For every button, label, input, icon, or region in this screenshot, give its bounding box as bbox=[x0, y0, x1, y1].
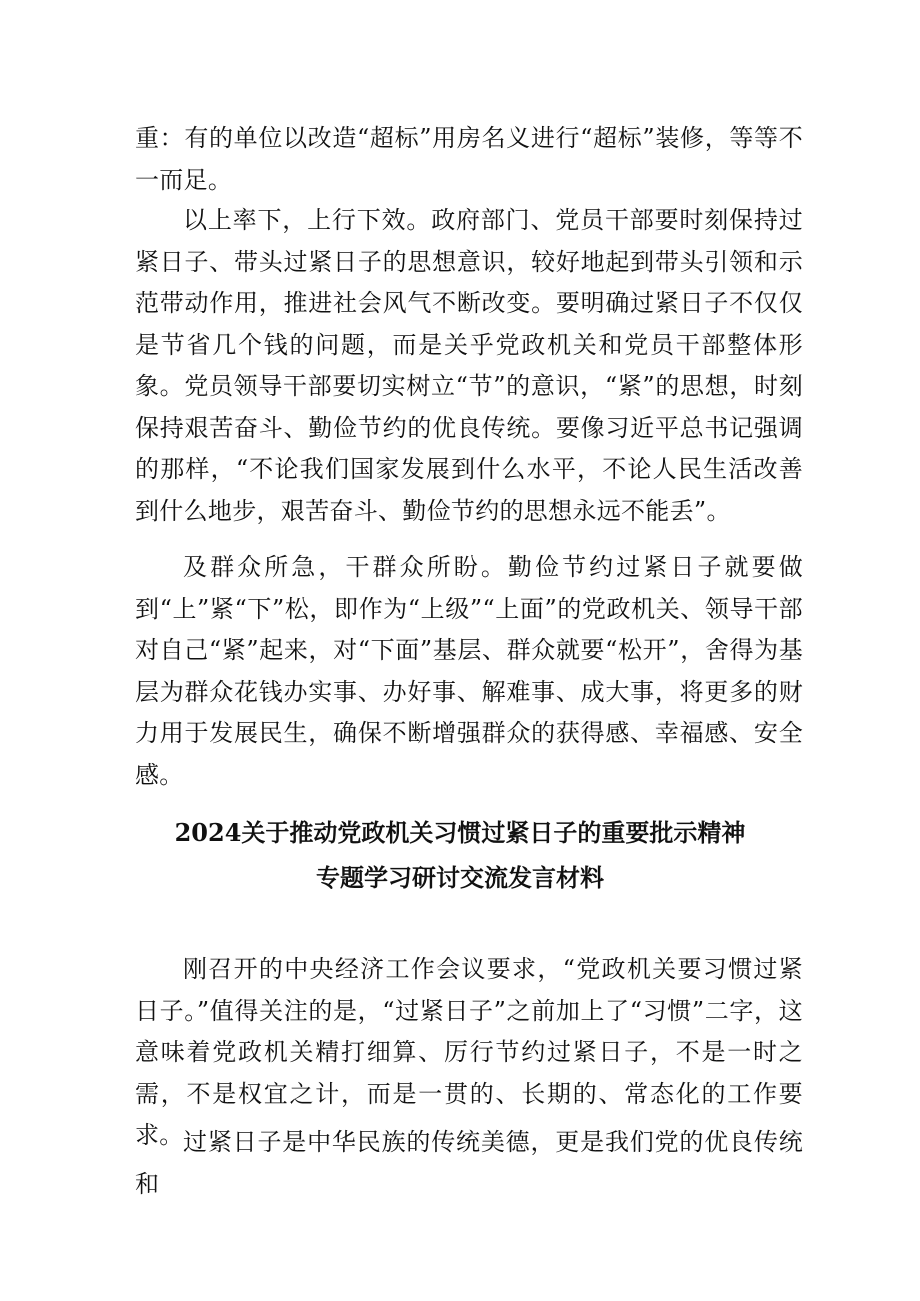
paragraph-traditional-virtue: 过紧日子是中华民族的传统美德，更是我们党的优良传统和 bbox=[135, 1128, 803, 1198]
section-title-line-1: 2024关于推动党政机关习惯过紧日子的重要批示精神 bbox=[174, 818, 746, 847]
paragraph-continuation: 重：有的单位以改造“超标”用房名义进行“超标”装修，等等不一而足。 bbox=[135, 124, 803, 194]
paragraph-people-needs: 及群众所急，干群众所盼。勤俭节约过紧日子就要做到“上”紧“下”松，即作为“上级”“上面”的党政机关、领导干部对自己“紧”起来，对“下面”基层、群众就要“松开”，舍得为基层为群众花钱办实事、办好事、解难事、成大事，将更多的财力用于发展民生，确保不断增强群众的获得感、幸福感、安全感。 bbox=[135, 553, 803, 789]
section-title-line-2: 专题学习研讨交流发言材料 bbox=[316, 863, 604, 892]
paragraph-economic-conference: 刚召开的中央经济工作会议要求，“党政机关要习惯过紧日子。”值得关注的是，“过紧日子”之前加上了“习惯”二字，这意味着党政机关精打细算、厉行节约过紧日子，不是一时之需，不是权宜之计，而是一贯的、长期的、常态化的工作要求。 bbox=[135, 955, 803, 1149]
paragraph-lead-by-example: 以上率下，上行下效。政府部门、党员干部要时刻保持过紧日子、带头过紧日子的思想意识，较好地起到带头引领和示范带动作用，推进社会风气不断改变。要明确过紧日子不仅仅是节省几个钱的问题，而是关乎党政机关和党员干部整体形象。党员领导干部要切实树立“节”的意识，“紧”的思想，时刻保持艰苦奋斗、勤俭节约的优良传统。要像习近平总书记强调的那样，“不论我们国家发展到什么水平，不论人民生活改善到什么地步，艰苦奋斗、勤俭节约的思想永远不能丢”。 bbox=[135, 206, 803, 525]
